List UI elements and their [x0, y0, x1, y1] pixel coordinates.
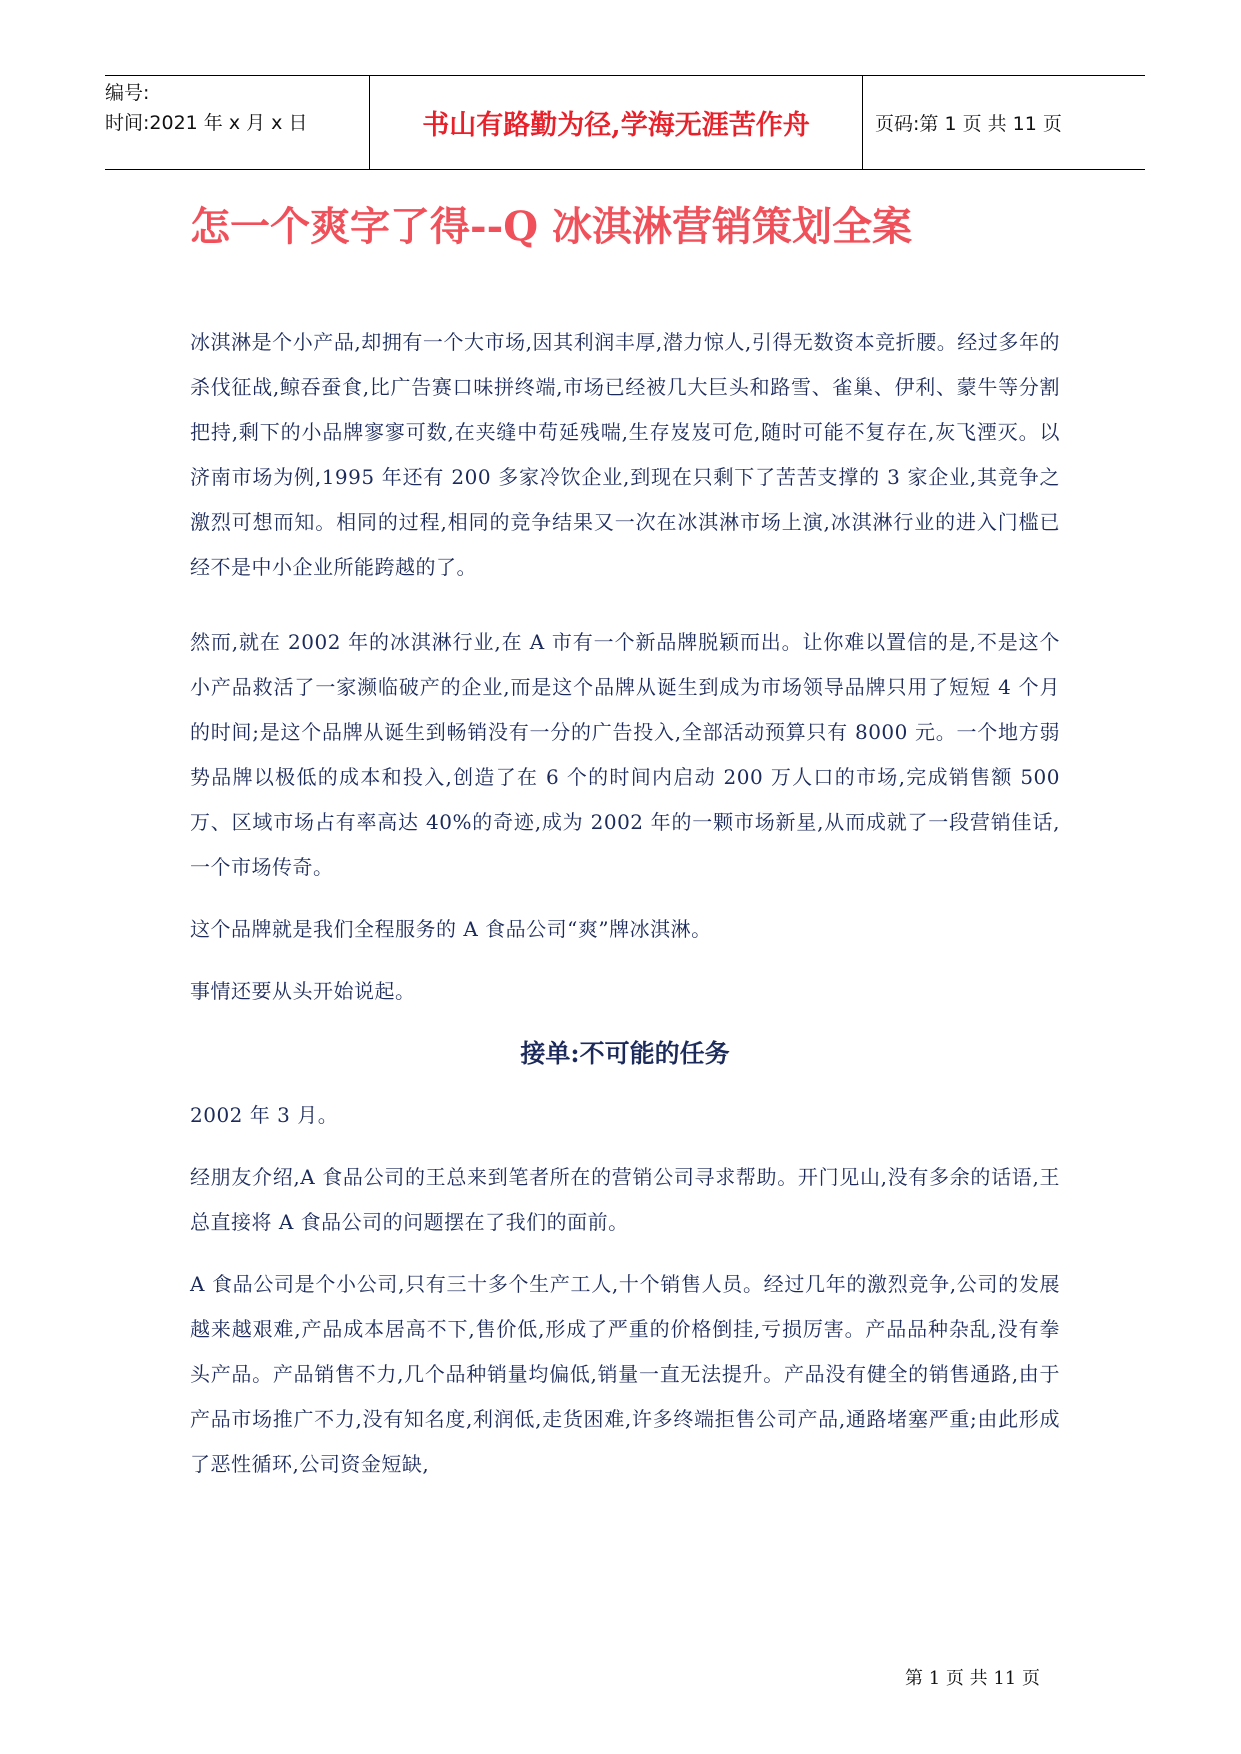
document-title: 怎一个爽字了得--Q 冰淇淋营销策划全案 — [190, 203, 912, 250]
section-heading: 接单:不可能的任务 — [520, 1039, 730, 1068]
paragraph: 冰淇淋是个小产品,却拥有一个大市场,因其利润丰厚,潜力惊人,引得无数资本竞折腰。经过多年的杀伐征战,鲸吞蚕食,比广告赛口味拼终端,市场已经被几大巨头和路雪、雀巢、伊利、蒙牛等分割把持,剩下的小品牌寥寥可数,在夹缝中苟延残喘,生存岌岌可危,随时可能不复存在,灰飞湮灭。以济南市场为例,1995 年还有 200 多家冷饮企业,到现在只剩下了苦苦支撑的 3 家企业,其竞争之激烈可想而知。相同的过程,相同的竞争结果又一次在冰淇淋市场上演,冰淇淋行业的进入门槛已经不是中小企业所能跨越的了。 — [190, 330, 1060, 579]
header-meta — [105, 76, 370, 169]
time-label: 时间:2021 年 x 月 x 日 — [105, 112, 308, 134]
paragraph: A 食品公司是个小公司,只有三十多个生产工人,十个销售人员。经过几年的激烈竞争,公司的发展越来越艰难,产品成本居高不下,售价低,形成了严重的价格倒挂,亏损厉害。产品品种杂乱,没有拳头产品。产品销售不力,几个品种销量均偏低,销量一直无法提升。产品没有健全的销售通路,由于产品市场推广不力,没有知名度,利润低,走货困难,许多终端拒售公司产品,通路堵塞严重;由此形成了恶性循环,公司资金短缺, — [190, 1272, 1060, 1476]
header-page-info: 页码:第 1 页 共 11 页 — [875, 113, 1062, 135]
number-label: 编号: — [105, 82, 150, 104]
document-body — [190, 320, 1060, 1487]
page-footer: 第 1 页 共 11 页 — [905, 1668, 1040, 1689]
paragraph: 然而,就在 2002 年的冰淇淋行业,在 A 市有一个新品牌脱颖而出。让你难以置信的是,不是这个小产品救活了一家濒临破产的企业,而是这个品牌从诞生到成为市场领导品牌只用了短短 4 个月的时间;是这个品牌从诞生到畅销没有一分的广告投入,全部活动预算只有 8000 元。一个地方弱势品牌以极低的成本和投入,创造了在 6 个的时间内启动 200 万人口的市场,完成销售额 500 万、区域市场占有率高达 40%的奇迹,成为 2002 年的一颗市场新星,从而成就了一段营销佳话,一个市场传奇。 — [190, 630, 1060, 879]
paragraph: 事情还要从头开始说起。 — [190, 979, 416, 1003]
paragraph: 2002 年 3 月。 — [190, 1103, 339, 1127]
paragraph: 经朋友介绍,A 食品公司的王总来到笔者所在的营销公司寻求帮助。开门见山,没有多余的话语,王总直接将 A 食品公司的问题摆在了我们的面前。 — [190, 1165, 1060, 1234]
page-header — [105, 75, 1145, 170]
header-motto: 书山有路勤为径,学海无涯苦作舟 — [370, 76, 863, 169]
paragraph: 这个品牌就是我们全程服务的 A 食品公司“爽”牌冰淇淋。 — [190, 917, 712, 941]
